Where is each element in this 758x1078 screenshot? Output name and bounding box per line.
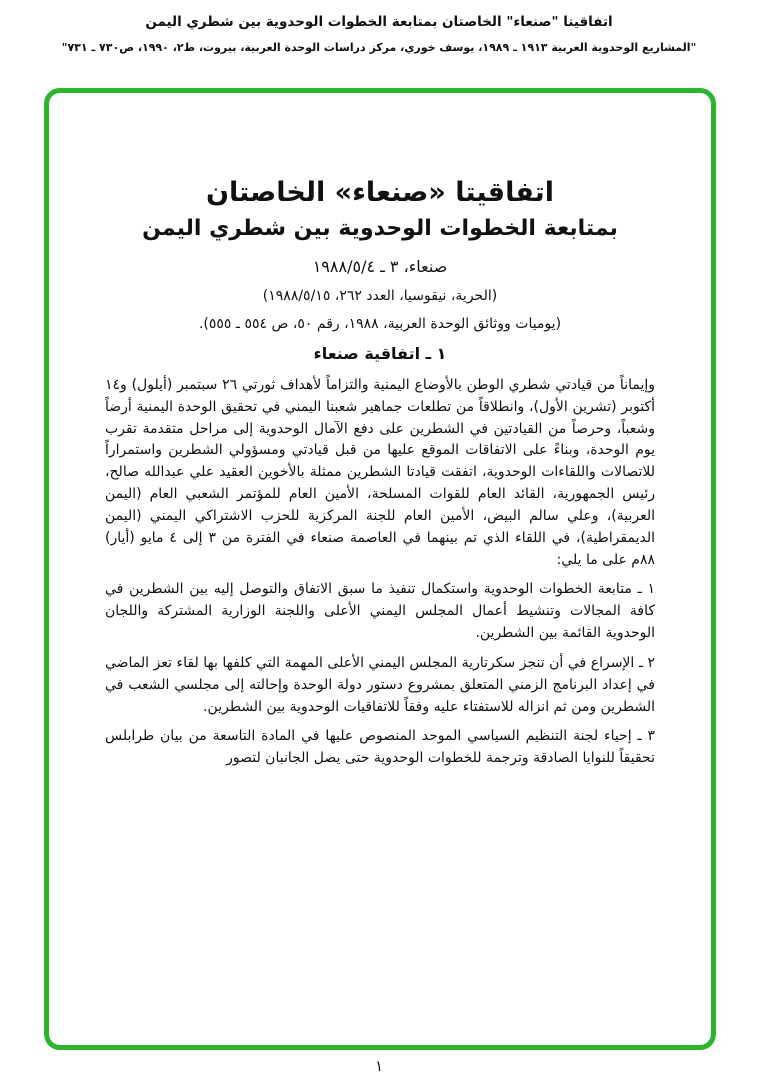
document-source-line-1: (الحرية، نيقوسيا، العدد ٢٦٢، ١٩٨٨/٥/١٥) [262, 288, 498, 304]
page-header [0, 14, 758, 54]
document-title-line2: بمتابعة الخطوات الوحدوية بين شطري اليمن [142, 216, 618, 241]
document-date-line: صنعاء، ٣ ـ ١٩٨٨/٥/٤ [312, 257, 448, 276]
clause-paragraph-3: ٣ ـ إحياء لجنة التنظيم السياسي الموحد المنصوص عليها في المادة التاسعة من بيان طرابلس تحقيقاً للنوايا الصادقة وترجمة للخطوات الوحدوية حتى يصل الجانبان لتصور [105, 728, 655, 767]
section-heading: ١ ـ اتفاقية صنعاء [313, 344, 447, 363]
clause-paragraph-1: ١ ـ متابعة الخطوات الوحدوية واستكمال تنفيذ ما سبق الاتفاق والتوصل إليه بين الشطرين في كافة المجالات وتنشيط أعمال المجلس اليمني الأعلى واللجنة الوزارية المشتركة واللجان الوحدوية القائمة بين الشطرين. [105, 581, 655, 642]
document-title-line1: اتفاقيتا «صنعاء» الخاصتان [205, 177, 555, 208]
preamble-paragraph: وإيماناً من قيادتي شطري الوطن بالأوضاع اليمنية والتزاماً لأهداف ثورتي ٢٦ سبتمبر (أيلول) و١٤ أكتوبر (تشرين الأول)، وانطلاقاً من تطلعات جماهير شعبنا اليمني في تحقيق الوحدة اليمنية أرضاً وشعباً، وحرصاً من القيادتين في الشطرين على دفع الآمال الوحدوية إلى مراحل متقدمة تقرب يوم الوحدة، وبناءً على الاتفاقات الموقع عليها من قبل قيادتي ومسؤولي الشطرين واستمراراً للاتصالات واللقاءات الوحدوية، اتفقت قيادتا الشطرين ممثلة بالأخوين العقيد علي عبدالله صالح، رئيس الجمهورية، القائد العام للقوات المسلحة، الأمين العام للمؤتمر الشعبي العام (اليمن العربية)، وعلي سالم البيض، الأمين العام للجنة المركزية للحزب الاشتراكي اليمني (اليمن الديمقراطية)، في اللقاء الذي تم بينهما في العاصمة صنعاء في الفترة من ٣ إلى ٤ مايو (أيار) ٨٨م على ما يلي: [105, 377, 656, 568]
clause-paragraph-2: ٢ ـ الإسراع في أن تنجز سكرتارية المجلس اليمني الأعلى المهمة التي كلفها بها لقاء تعز الماضي في إعداد البرنامج الزمني المتعلق بمشروع دستور دولة الوحدة وإحالته إلى مجلسي الشعب في الشطرين ومن ثم انزاله للاستفتاء عليه وفقاً للاتفاقيات الوحدوية بين الشطرين. [105, 654, 655, 715]
document-frame [44, 88, 716, 1050]
header-citation: "المشاريع الوحدوية العربية ١٩١٣ ـ ١٩٨٩، يوسف خوري، مركز دراسات الوحدة العربية، بيروت، ط٢، ١٩٩٠، ص٧٣٠ ـ ٧٣١" [61, 41, 697, 54]
document-source-line-2: (يوميات ووثائق الوحدة العربية، ١٩٨٨، رقم ٥٠، ص ٥٥٤ ـ ٥٥٥). [198, 316, 562, 332]
page-number: ١ [374, 1057, 384, 1075]
page-footer [0, 1057, 758, 1075]
header-title: اتفاقيتا "صنعاء" الخاصتان بمتابعة الخطوات الوحدوية بين شطري اليمن [145, 14, 613, 30]
